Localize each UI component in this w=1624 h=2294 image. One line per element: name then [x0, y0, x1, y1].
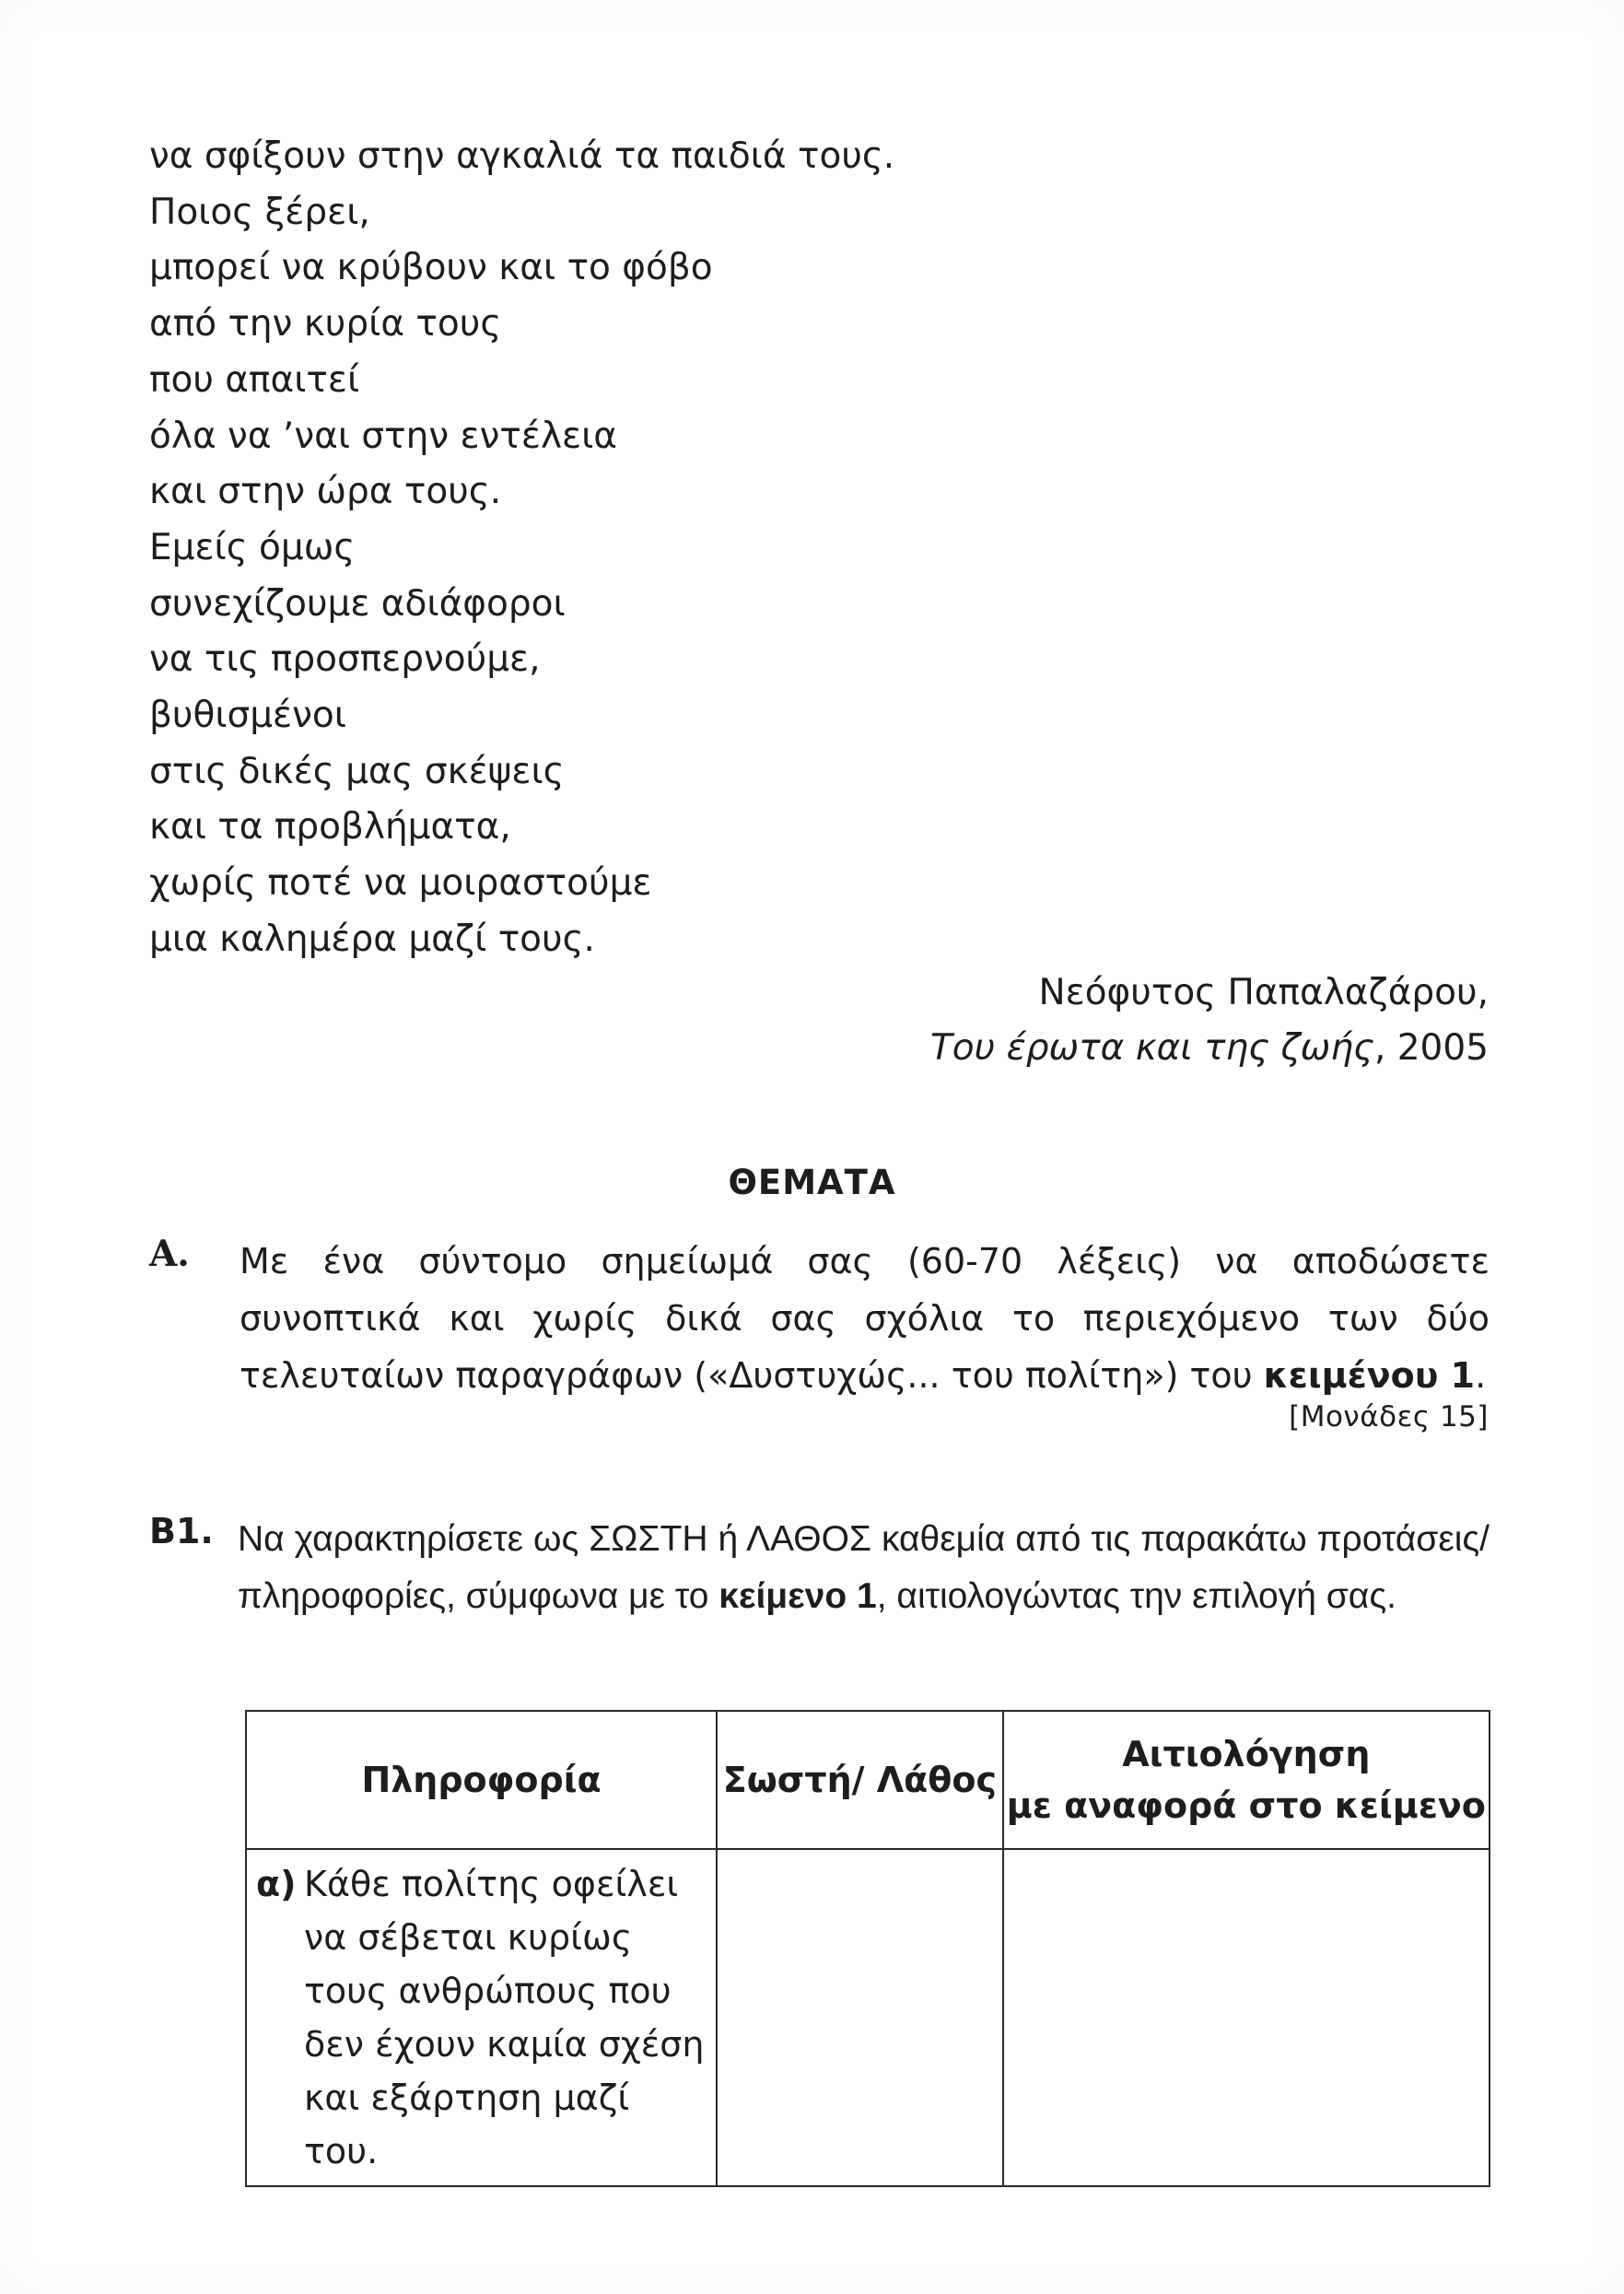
question-text-part: , αιτιολογώντας την επιλογή σας.: [876, 1576, 1396, 1616]
question-text: [238, 1511, 1490, 1625]
question-text-part: .: [1475, 1355, 1487, 1396]
table-header-row: [246, 1711, 1490, 1849]
poem-line: Ποιος ξέρει,: [149, 191, 370, 233]
question-label: Β1.: [149, 1511, 214, 1551]
true-false-table: [245, 1710, 1490, 2187]
header-true-false: [717, 1711, 1003, 1849]
poem-line: βυθισμένοι: [149, 695, 346, 737]
item-label: α): [256, 1864, 297, 1904]
publication-year: , 2005: [1373, 1027, 1489, 1069]
poem-line: και τα προβλήματα,: [149, 806, 511, 849]
cell-true-false[interactable]: [717, 1849, 1003, 2186]
author-name: Νεόφυτος Παπαλαζάρου,: [1038, 972, 1489, 1013]
poem-excerpt: [149, 129, 1070, 968]
list-item: [256, 1857, 707, 2178]
poem-attribution: [930, 966, 1489, 1076]
section-heading: ΘΕΜΑΤΑ: [728, 1163, 896, 1202]
poem-line: να τις προσπερνούμε,: [149, 638, 541, 681]
points-label: [Μονάδες 15]: [1289, 1400, 1489, 1434]
poem-line: να σφίξουν στην αγκαλιά τα παιδιά τους.: [149, 135, 895, 177]
book-title: Του έρωτα και της ζωής: [929, 1027, 1374, 1069]
header-label: με αναφορά στο κείμενο: [1006, 1785, 1486, 1826]
text-reference: κείμενο 1: [719, 1576, 877, 1616]
poem-line: που απαιτεί: [149, 358, 360, 401]
poem-line: όλα να ’ναι στην εντέλεια: [149, 415, 618, 457]
poem-line: συνεχίζουμε αδιάφοροι: [149, 582, 566, 625]
source-line: [930, 1021, 1489, 1076]
table-row: [246, 1849, 1490, 2186]
poem-line: Εμείς όμως: [149, 526, 356, 568]
poem-line: στις δικές μας σκέψεις: [149, 750, 565, 792]
cell-info: [246, 1849, 717, 2186]
question-text-part: Με ένα σύντομο σημείωμά σας (60-70 λέξεις) να αποδώσετε συνοπτικά και χωρίς δικά σας σχόλια το περιεχόμενο των δύο τελευταίων παραγράφων («Δυστυχώς... του πολίτη») του: [240, 1241, 1490, 1396]
text-reference: κειμένου 1: [1263, 1355, 1476, 1396]
item-text: Κάθε πολίτης οφείλει να σέβεται κυρίως τους ανθρώπους που δεν έχουν καμία σχέση και εξάρτηση μαζί του.: [304, 1864, 705, 2171]
header-label: Αιτιολόγηση: [1122, 1734, 1371, 1774]
poem-line: μια καλημέρα μαζί τους.: [149, 918, 595, 960]
header-label: Σωστή/ Λάθος: [722, 1760, 997, 1800]
header-info: [246, 1711, 717, 1849]
cell-justification[interactable]: [1003, 1849, 1490, 2186]
poem-line: μπορεί να κρύβουν και το φόβο: [149, 247, 713, 289]
header-label: Πληροφορία: [361, 1760, 602, 1800]
poem-line: χωρίς ποτέ να μοιραστούμε: [149, 862, 652, 905]
poem-line: και στην ώρα τους.: [149, 471, 502, 513]
header-justification: [1003, 1711, 1490, 1849]
question-text: [240, 1233, 1490, 1404]
question-label: Α.: [149, 1233, 190, 1275]
poem-line: από την κυρία τους: [149, 303, 502, 345]
question-text-part: Να χαρακτηρίσετε ως ΣΩΣΤΗ ή ΛΑΘΟΣ καθεμία από τις παρακάτω προτάσεις/ πληροφορίες, σύμφωνα με το: [238, 1519, 1490, 1616]
